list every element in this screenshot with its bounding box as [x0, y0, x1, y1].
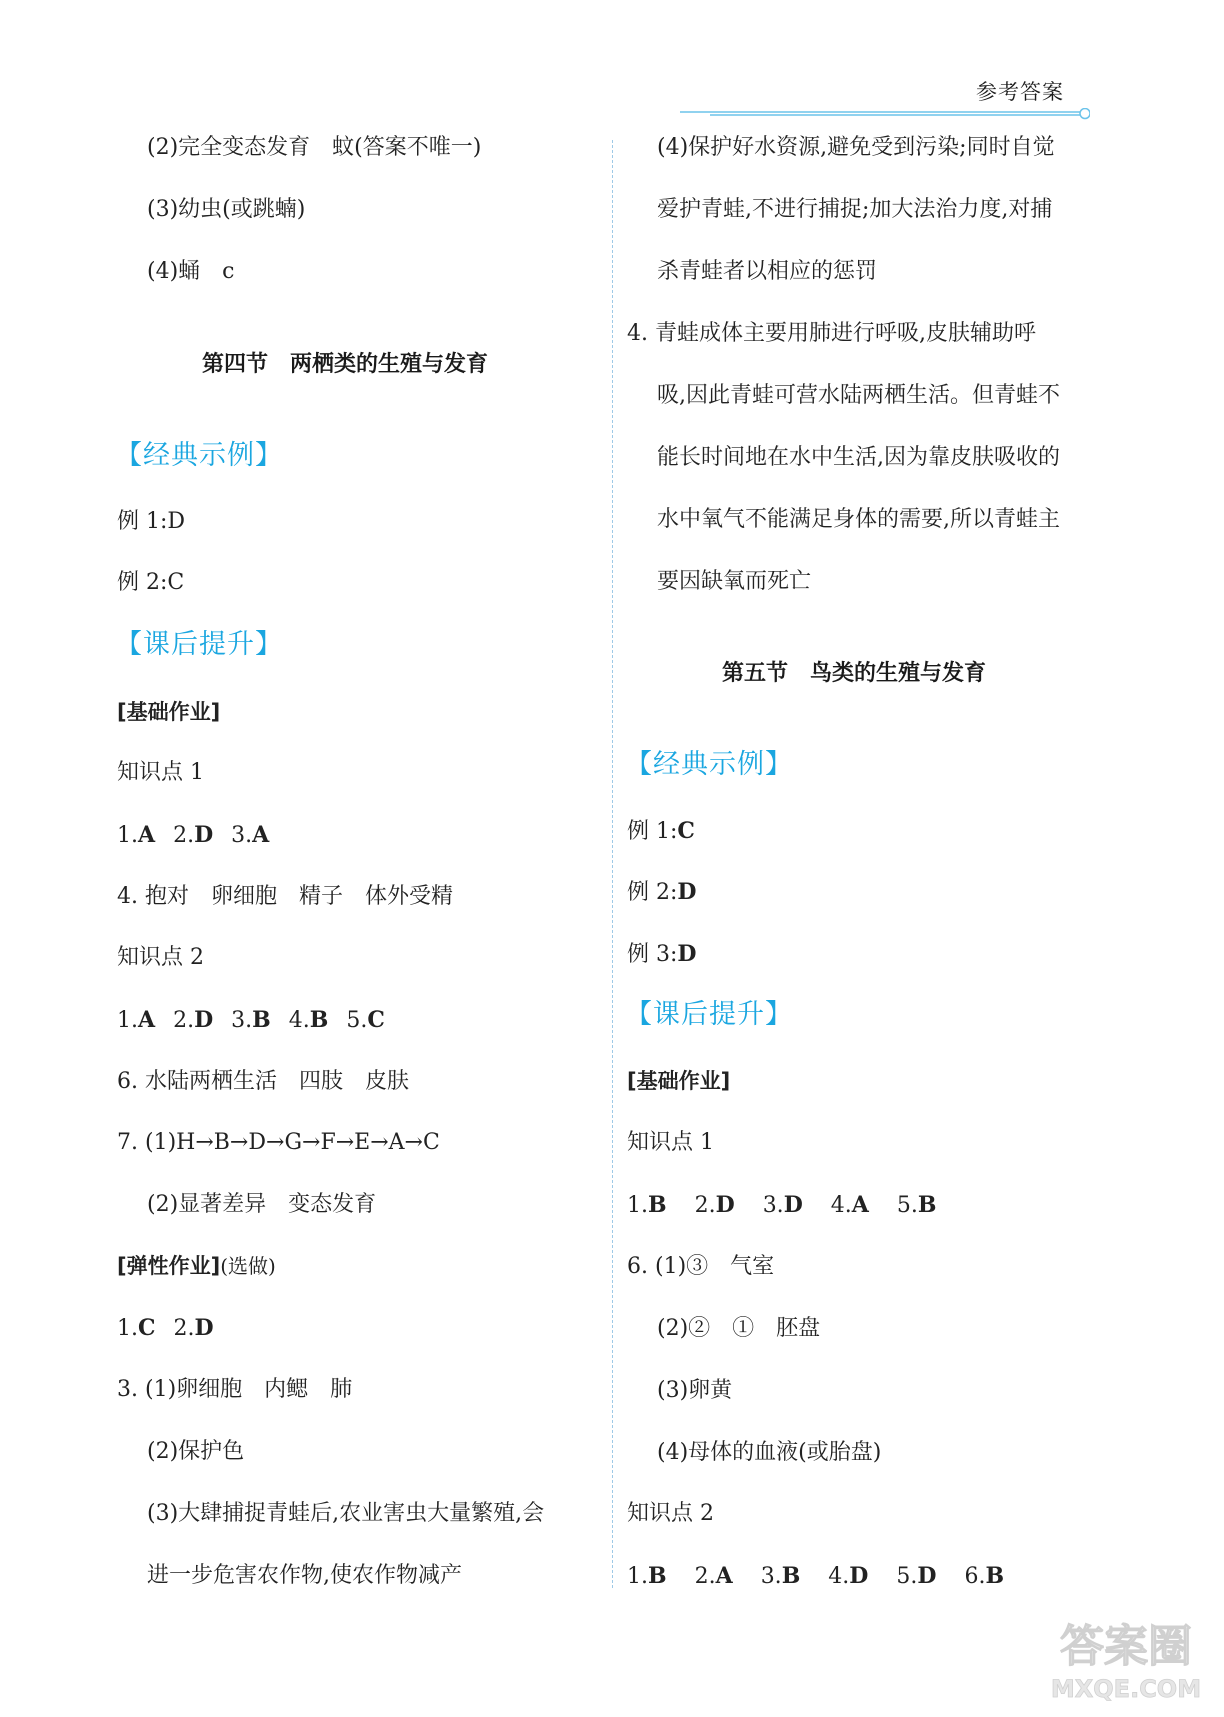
page-header-title: 参考答案: [976, 80, 1064, 104]
answer-line: (3)卵黄: [657, 1378, 733, 1403]
knowledge-point-label: 知识点 2: [117, 945, 204, 970]
answer-line: (2)显著差异 变态发育: [147, 1192, 377, 1217]
answer-line: (4)母体的血液(或胎盘): [657, 1440, 882, 1465]
answer-line: 能长时间地在水中生活,因为靠皮肤吸收的: [657, 445, 1060, 470]
answer-line: (3)幼虫(或跳蝻): [147, 197, 306, 222]
answer-line: 水中氧气不能满足身体的需要,所以青蛙主: [657, 507, 1060, 532]
example-answer: 例 1:C: [627, 818, 695, 844]
knowledge-point-label: 知识点 2: [627, 1501, 714, 1526]
example-answer: 例 2:C: [117, 570, 185, 595]
answer-line: 要因缺氧而死亡: [657, 569, 812, 594]
knowledge-point-label: 知识点 1: [117, 760, 204, 785]
knowledge-point-2-answers: 1.B 2.A 3.B 4.D 5.D 6.B: [627, 1563, 1005, 1589]
answer-line: 4. 抱对 卵细胞 精子 体外受精: [117, 884, 453, 909]
basic-homework-heading: [基础作业]: [117, 700, 221, 724]
answer-line: 3. (1)卵细胞 内鳃 肺: [117, 1377, 353, 1402]
example-answer: 例 2:D: [627, 879, 697, 905]
example-answer: 例 1:D: [117, 509, 186, 534]
knowledge-point-1-answers: 1.A 2.D 3.A: [117, 822, 270, 848]
classic-examples-heading: 【经典示例】: [115, 440, 283, 471]
section-title: 第五节 鸟类的生殖与发育: [722, 661, 987, 686]
knowledge-point-1-answers: 1.B 2.D 3.D 4.A 5.B: [627, 1192, 937, 1218]
answer-line: 杀青蛙者以相应的惩罚: [657, 259, 878, 284]
after-class-heading: 【课后提升】: [625, 999, 793, 1030]
answer-line: (2)保护色: [147, 1439, 245, 1464]
knowledge-point-2-answers: 1.A 2.D 3.B 4.B 5.C: [117, 1007, 385, 1033]
answer-line: (2)② ① 胚盘: [657, 1316, 821, 1341]
knowledge-point-label: 知识点 1: [627, 1130, 714, 1155]
elastic-answers: 1.C 2.D: [117, 1315, 214, 1341]
answer-line: 7. (1)H→B→D→G→F→E→A→C: [117, 1130, 440, 1155]
classic-examples-heading: 【经典示例】: [625, 749, 793, 780]
answer-line: 进一步危害农作物,使农作物减产: [147, 1563, 462, 1588]
answer-line: 爱护青蛙,不进行捕捉;加大法治力度,对捕: [657, 197, 1053, 222]
watermark-top-text: 答案圈: [1060, 1621, 1192, 1672]
answer-line: (2)完全变态发育 蚊(答案不唯一): [147, 135, 482, 160]
answer-line: 6. 水陆两栖生活 四肢 皮肤: [117, 1069, 409, 1094]
answer-line: 吸,因此青蛙可营水陆两栖生活。但青蛙不: [657, 383, 1060, 408]
after-class-heading: 【课后提升】: [115, 629, 283, 660]
answer-line: (3)大肆捕捉青蛙后,农业害虫大量繁殖,会: [147, 1501, 545, 1526]
example-answer: 例 3:D: [627, 941, 697, 967]
header-decoration-line: [680, 108, 1090, 120]
answer-line: (4)保护好水资源,避免受到污染;同时自觉: [657, 135, 1055, 160]
site-watermark-logo: [1036, 1609, 1216, 1709]
answer-line: (4)蛹 c: [147, 259, 235, 284]
watermark-bottom-text: MXQE.COM: [1050, 1675, 1202, 1703]
answer-line: 4. 青蛙成体主要用肺进行呼吸,皮肤辅助呼: [627, 321, 1036, 346]
answer-line: 6. (1)③ 气室: [627, 1254, 775, 1279]
elastic-homework-heading: [弹性作业](选做): [117, 1254, 276, 1278]
basic-homework-heading: [基础作业]: [627, 1069, 731, 1093]
section-title: 第四节 两栖类的生殖与发育: [202, 352, 489, 377]
column-divider: [612, 140, 613, 1588]
